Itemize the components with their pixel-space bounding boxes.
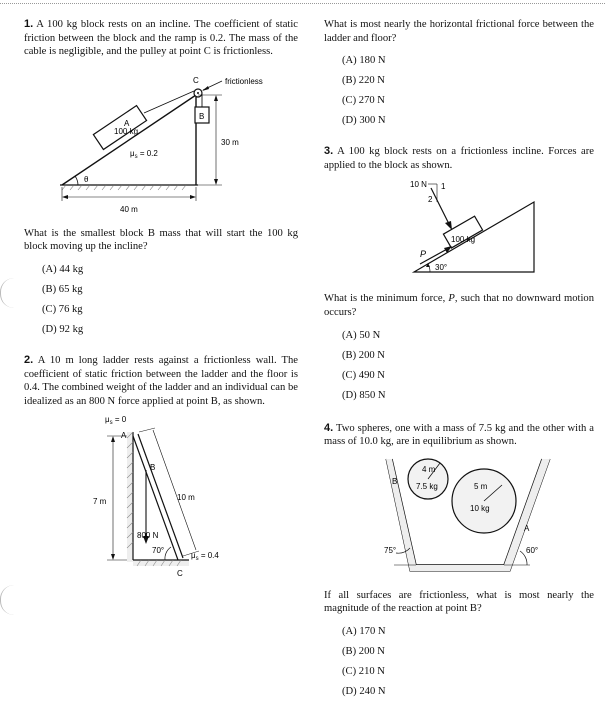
left-angle: 75° — [384, 545, 397, 555]
figure-ladder — [41, 408, 281, 590]
problem-number: 3. — [324, 145, 334, 158]
force-10n-arrow — [431, 188, 450, 226]
slope-1: 1 — [441, 182, 446, 192]
problem-number: 1. — [24, 18, 34, 30]
ladder — [133, 436, 178, 560]
slope-2: 2 — [428, 195, 433, 205]
option-a: (A) 170 N — [342, 625, 386, 637]
right-angle: 60° — [526, 545, 539, 555]
block-b-label: B — [199, 111, 205, 121]
width-dimension: 40 m — [120, 204, 138, 214]
option-a: (A) 44 kg — [42, 263, 84, 275]
problem-3-options — [324, 326, 594, 406]
problem-3-question: What is the minimum force, P, such that no downward motion occurs? — [324, 293, 594, 318]
problem-4 — [324, 422, 594, 702]
problem-2 — [24, 354, 298, 590]
problem-1-options — [24, 260, 298, 340]
option-c: (C) 270 N — [342, 95, 385, 107]
option-d: (D) 92 kg — [42, 323, 84, 335]
large-radius: 5 m — [474, 481, 488, 491]
height-dimension: 30 m — [221, 137, 239, 147]
problem-1-question: What is the smallest block B mass that will start the 100 kg block moving up the incline? — [24, 227, 298, 253]
right-column — [324, 18, 594, 702]
option-d: (D) 240 N — [342, 685, 386, 697]
option-c: (C) 210 N — [342, 665, 385, 677]
option-b: (B) 200 N — [342, 645, 385, 657]
problem-number: 4. — [324, 421, 334, 434]
mu-label: $\mu_s = 0.2$ — [130, 148, 158, 160]
force-label: 10 N — [410, 180, 427, 190]
option-d: (D) 300 N — [342, 115, 386, 127]
force-p-label: P — [420, 249, 427, 260]
point-b-label: B — [150, 463, 156, 473]
figure-frictionless-incline — [324, 172, 594, 284]
mu-floor-label: $\mu_s = 0.4$ — [191, 551, 219, 563]
top-dotted-rule — [0, 3, 605, 4]
problem-number: 2. — [24, 353, 34, 366]
angle-label: 70° — [152, 546, 165, 556]
ramp-surface — [62, 95, 196, 185]
binding-mark — [0, 278, 19, 308]
large-mass: 10 kg — [470, 503, 490, 513]
left-column — [24, 18, 298, 590]
point-a-label: A — [121, 431, 127, 441]
problem-1-statement: 1. A 100 kg block rests on an incline. The coefficient of static friction between the block and the ramp is 0.2. The mass of the cable is negligible, and the pulley at point C is frictionless. — [24, 18, 298, 58]
problem-2-options — [324, 51, 594, 131]
force-label: 800 N — [137, 531, 159, 541]
problem-3-statement: 3. A 100 kg block rests on a frictionless incline. Forces are applied to the block as shown. — [324, 145, 594, 171]
block-mass: 100 kg — [451, 235, 476, 245]
point-b-label: B — [392, 476, 398, 486]
block-a-letter: A — [124, 118, 130, 128]
problem-2-statement: 2. A 10 m long ladder rests against a frictionless wall. The coefficient of static friction between the ladder and the floor is 0.4. The combined weight of the ladder and an individual can be idealized as an 800 N force applied at point B, as shown. — [24, 353, 298, 407]
ladder-length: 10 m — [177, 493, 195, 503]
option-b: (B) 65 kg — [42, 283, 83, 295]
option-c: (C) 490 N — [342, 369, 385, 381]
figure-incline-pulley — [26, 59, 296, 219]
option-d: (D) 850 N — [342, 389, 386, 401]
problem-4-question: If all surfaces are frictionless, what is most nearly the magnitude of the reaction at point B? — [324, 589, 594, 615]
problem-4-statement: 4. Two spheres, one with a mass of 7.5 kg and the other with a mass of 10.0 kg, are in equilibrium as shown. — [324, 421, 594, 448]
option-a: (A) 50 N — [342, 329, 381, 341]
point-c-label: C — [177, 569, 183, 579]
problem-3 — [324, 145, 594, 405]
option-b: (B) 200 N — [342, 349, 385, 361]
problem-2-question: What is most nearly the horizontal frictional force between the ladder and floor? — [324, 19, 594, 44]
frictionless-label: frictionless — [225, 76, 263, 86]
point-c-label: C — [193, 75, 199, 85]
point-a-label: A — [524, 523, 530, 533]
mu-wall-label: $\mu_s = 0$ — [105, 415, 127, 427]
option-a: (A) 180 N — [342, 55, 386, 67]
binding-mark — [0, 585, 19, 615]
angle-label: 30° — [435, 263, 448, 273]
option-b: (B) 220 N — [342, 75, 385, 87]
block-a-mass: 100 kg — [114, 126, 139, 136]
option-c: (C) 76 kg — [42, 303, 83, 315]
wall-height: 7 m — [93, 497, 107, 507]
figure-two-spheres — [324, 449, 594, 581]
small-mass: 7.5 kg — [416, 481, 438, 491]
small-radius: 4 m — [422, 464, 436, 474]
angle-theta: θ — [84, 174, 89, 184]
problem-4-options — [324, 622, 594, 702]
problem-1 — [24, 18, 298, 340]
